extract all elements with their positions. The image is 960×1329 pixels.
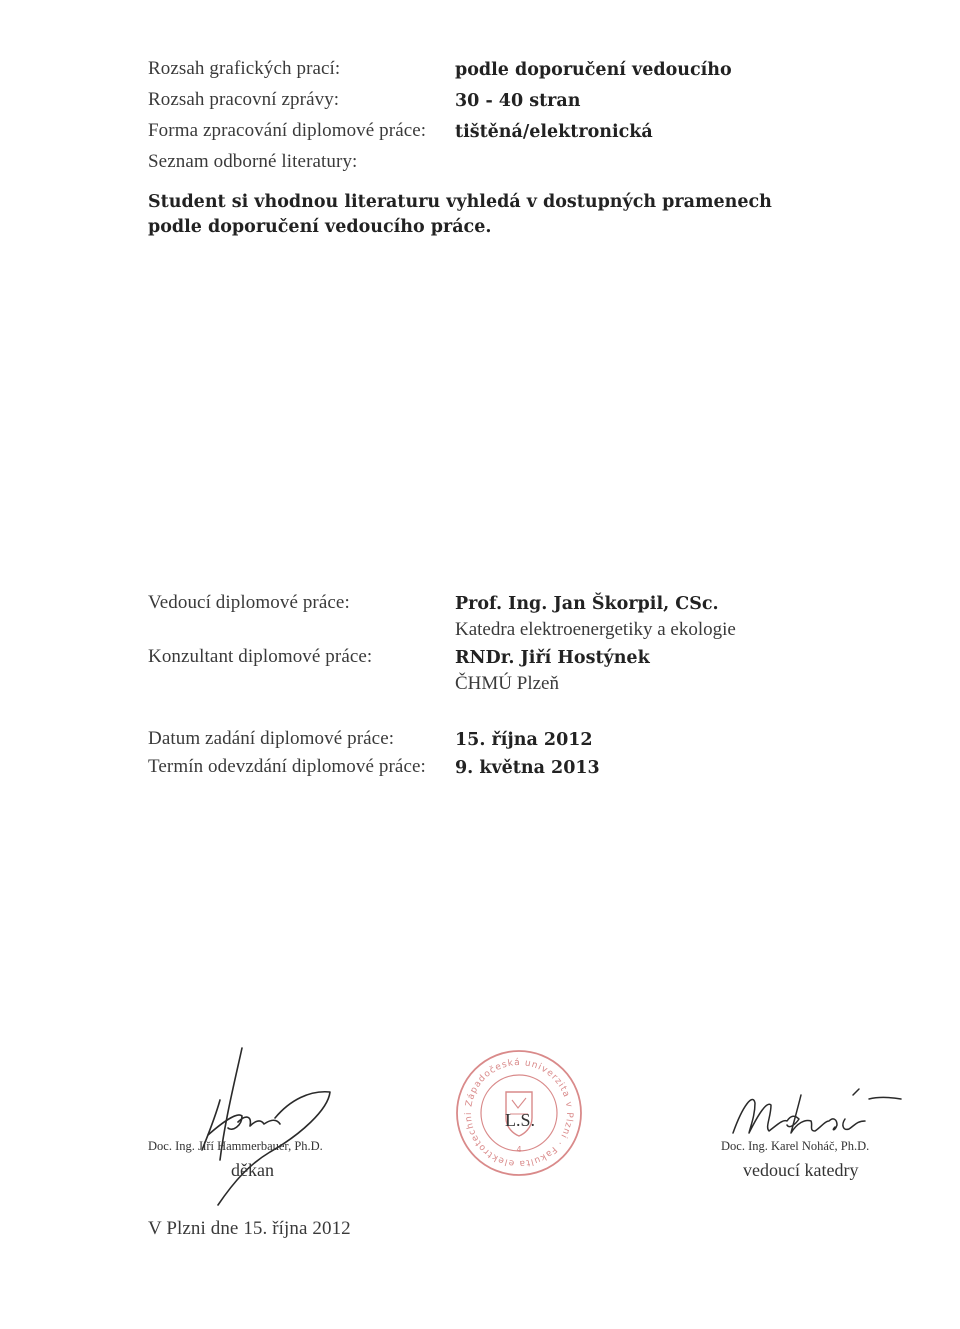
dean-name: Doc. Ing. Jiří Hammerbauer, Ph.D. bbox=[148, 1139, 323, 1153]
supervisor-name: Prof. Ing. Jan Škorpil, CSc. bbox=[455, 594, 719, 614]
thesis-form-value: tištěná/elektronická bbox=[455, 122, 653, 142]
svg-text:4: 4 bbox=[516, 1145, 522, 1154]
dean-title: děkan bbox=[231, 1160, 274, 1180]
thesis-form-label: Forma zpracování diplomové práce: bbox=[148, 120, 427, 141]
literature-note: Student si vhodnou literaturu vyhledá v dostupných pramenech podle doporučení vedoucího práce. bbox=[148, 192, 772, 237]
head-signature bbox=[725, 1075, 905, 1145]
report-scope-label: Rozsah pracovní zprávy: bbox=[148, 89, 340, 110]
place-date: V Plzni dne 15. října 2012 bbox=[148, 1218, 351, 1239]
assigned-date-label: Datum zadání diplomové práce: bbox=[148, 728, 395, 749]
consultant-label: Konzultant diplomové práce: bbox=[148, 646, 373, 667]
consultant-name: RNDr. Jiří Hostýnek bbox=[455, 648, 650, 668]
svg-text:Západočeská univerzita v Plzni: Západočeská univerzita v Plzni · Fakulta elektrotechnická bbox=[450, 1041, 575, 1169]
report-scope-value: 30 - 40 stran bbox=[455, 91, 581, 111]
supervisor-affiliation: Katedra elektroenergetiky a ekologie bbox=[455, 619, 736, 640]
assigned-date-value: 15. října 2012 bbox=[455, 730, 593, 750]
due-date-value: 9. května 2013 bbox=[455, 758, 600, 778]
supervisor-label: Vedoucí diplomové práce: bbox=[148, 592, 350, 613]
due-date-label: Termín odevzdání diplomové práce: bbox=[148, 756, 426, 777]
stamp-ls-label: L.S. bbox=[505, 1110, 536, 1130]
consultant-affiliation: ČHMÚ Plzeň bbox=[455, 673, 559, 694]
graphics-scope-value: podle doporučení vedoucího bbox=[455, 60, 732, 80]
head-name: Doc. Ing. Karel Noháč, Ph.D. bbox=[721, 1139, 870, 1153]
literature-label: Seznam odborné literatury: bbox=[148, 151, 358, 172]
dean-signature bbox=[180, 1040, 360, 1215]
head-title: vedoucí katedry bbox=[743, 1160, 859, 1180]
graphics-scope-label: Rozsah grafických prací: bbox=[148, 58, 341, 79]
